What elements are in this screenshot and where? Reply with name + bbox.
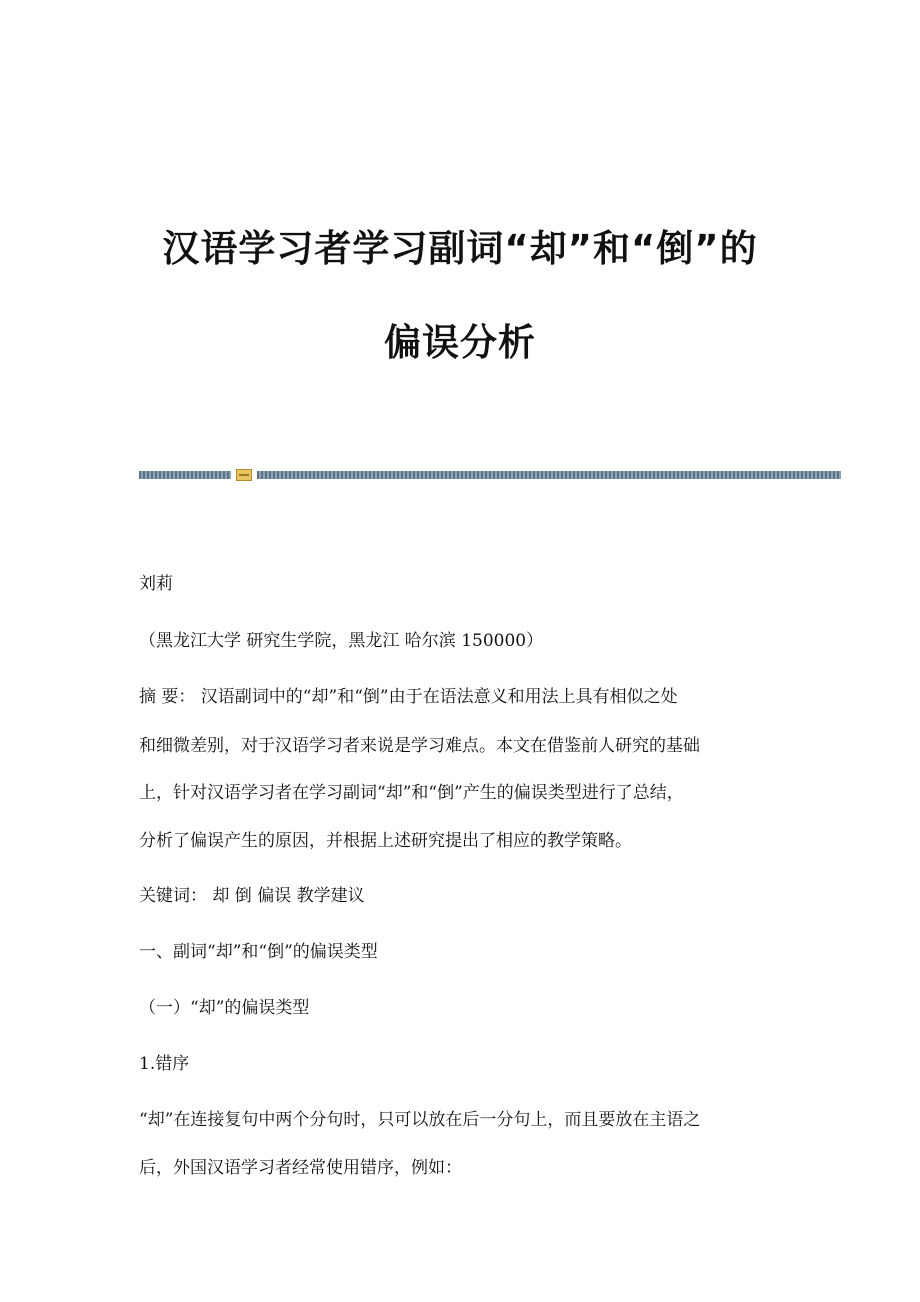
- body-line-1: “却”在连接复句中两个分句时，只可以放在后一分句上，而且要放在主语之: [139, 1110, 701, 1130]
- abstract-line-3: 上，针对汉语学习者在学习副词“却”和“倒”产生的偏误类型进行了总结，: [139, 783, 684, 803]
- section-heading-1: 一、副词“却”和“倒”的偏误类型: [139, 942, 378, 962]
- keywords: 关键词： 却 倒 偏误 教学建议: [139, 886, 365, 906]
- divider-ornament-icon: [236, 469, 252, 481]
- title-line-1: 汉语学习者学习副词“却”和“倒”的: [162, 227, 758, 270]
- body-line-2: 后，外国汉语学习者经常使用错序，例如：: [139, 1158, 462, 1178]
- title-divider-left: [139, 471, 231, 479]
- abstract-line-2: 和细微差别，对于汉语学习者来说是学习难点。本文在借鉴前人研究的基础: [139, 736, 700, 756]
- abstract-line-1: 摘 要： 汉语副词中的“却”和“倒”由于在语法意义和用法上具有相似之处: [139, 687, 678, 707]
- item-heading-1: 1.错序: [139, 1054, 190, 1074]
- abstract-line-4: 分析了偏误产生的原因，并根据上述研究提出了相应的教学策略。: [139, 831, 632, 851]
- title-divider-right: [257, 471, 841, 479]
- author-name: 刘莉: [139, 574, 173, 594]
- title-line-2: 偏误分析: [384, 321, 536, 364]
- author-affiliation: （黑龙江大学 研究生学院，黑龙江 哈尔滨 150000）: [139, 631, 544, 651]
- subsection-heading-1: （一）“却”的偏误类型: [139, 998, 310, 1018]
